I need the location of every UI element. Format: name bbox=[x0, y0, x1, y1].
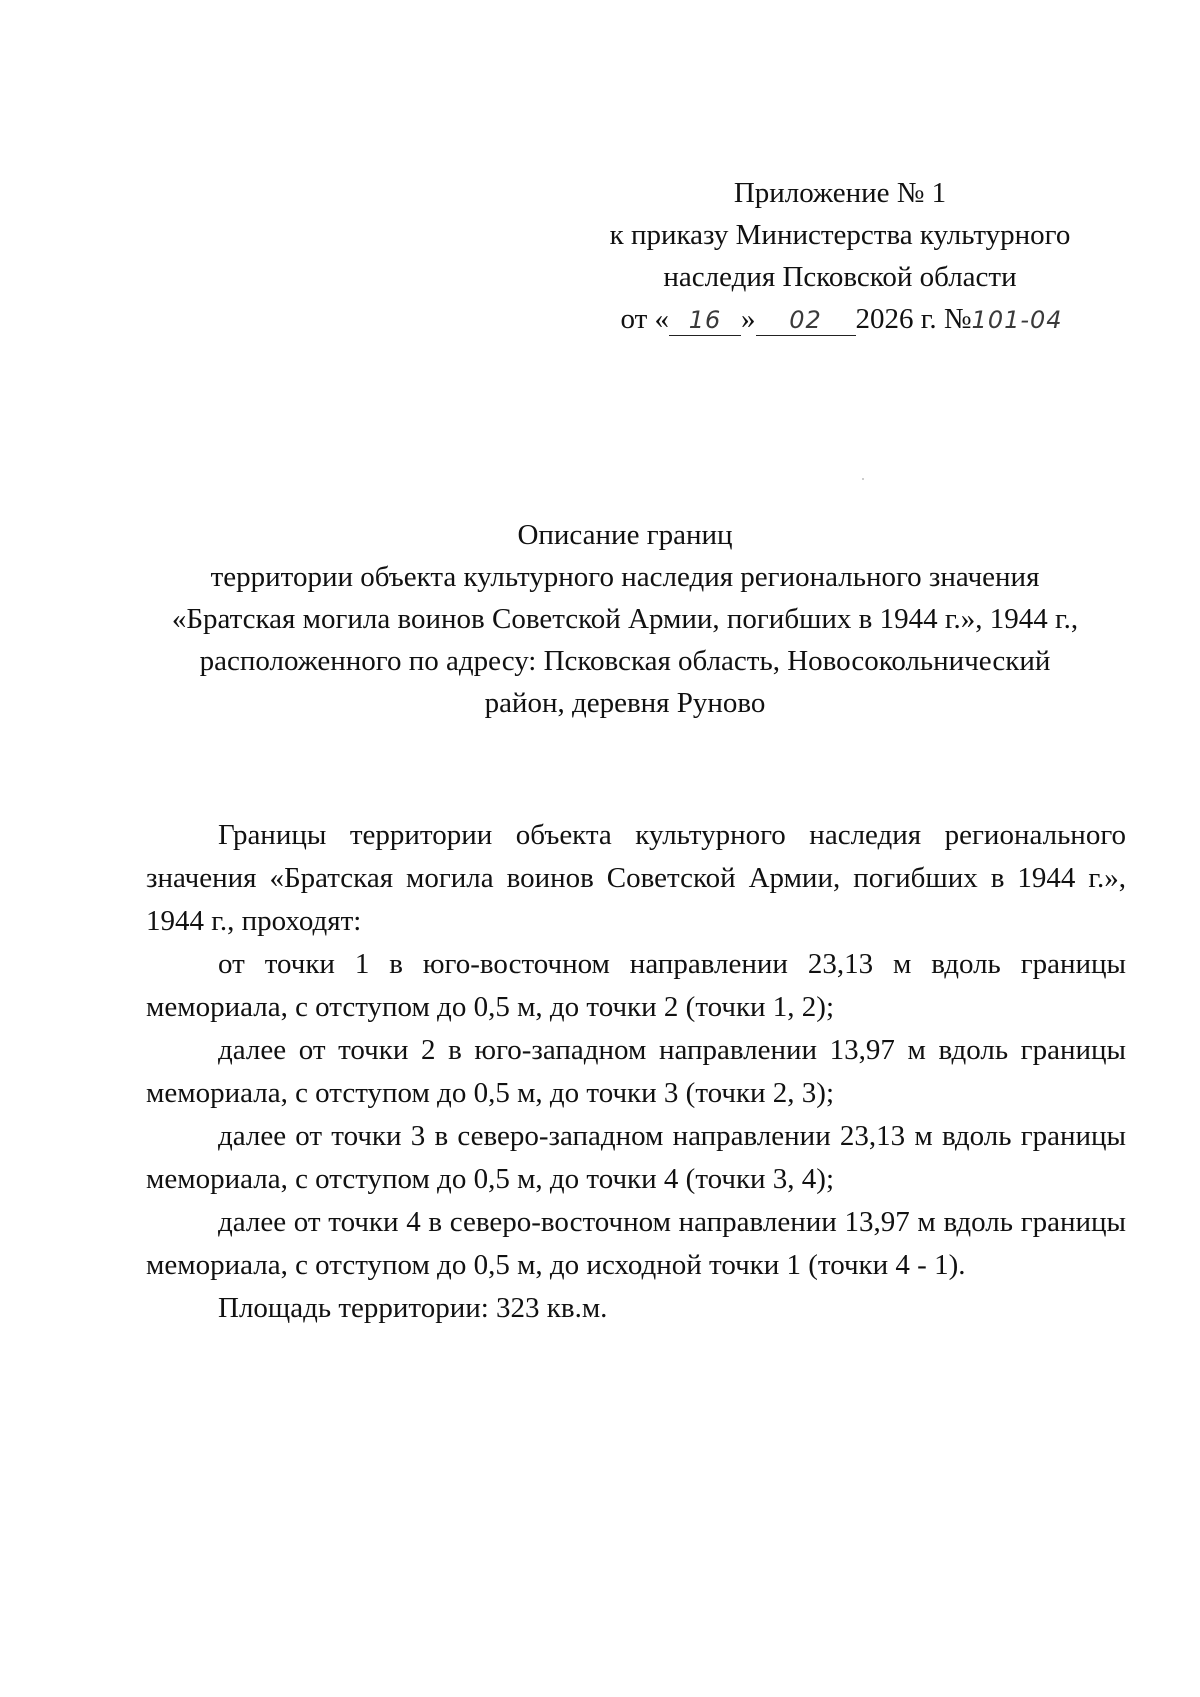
appendix-header bbox=[560, 172, 1120, 340]
date-year: 2026 г. № bbox=[855, 303, 972, 335]
appendix-ministry: наследия Псковской области bbox=[663, 261, 1017, 293]
title-line-2: территории объекта культурного наследия регионального значения bbox=[210, 561, 1040, 593]
handwritten-month: 02 bbox=[756, 305, 856, 336]
appendix-number: Приложение № 1 bbox=[733, 177, 947, 209]
document-body bbox=[146, 814, 1126, 1330]
title-line-3: «Братская могила воинов Советской Армии, погибших в 1944 г.», 1944 г., bbox=[171, 603, 1079, 635]
order-date bbox=[620, 298, 1063, 340]
document-title bbox=[130, 514, 1120, 724]
paragraph-area: Площадь территории: 323 кв.м. bbox=[218, 1292, 608, 1324]
scan-artifact bbox=[862, 478, 864, 480]
title-line-5: район, деревня Руново bbox=[484, 687, 766, 719]
paragraph-segment-3-4: далее от точки 3 в северо-западном направлении 23,13 м вдоль границы мемориала, с отступом до 0,5 м, до точки 4 (точки 3, 4); bbox=[146, 1120, 1126, 1195]
title-line-1: Описание границ bbox=[517, 519, 733, 551]
paragraph-segment-4-1: далее от точки 4 в северо-восточном направлении 13,97 м вдоль границы мемориала, с отступом до 0,5 м, до исходной точки 1 (точки 4 - 1). bbox=[146, 1206, 1126, 1281]
title-line-4: расположенного по адресу: Псковская область, Новосокольнический bbox=[199, 645, 1051, 677]
date-prefix: от « bbox=[620, 303, 669, 335]
appendix-order-ref: к приказу Министерства культурного bbox=[609, 219, 1071, 251]
paragraph-segment-1-2: от точки 1 в юго-восточном направлении 23,13 м вдоль границы мемориала, с отступом до 0,5 м, до точки 2 (точки 1, 2); bbox=[146, 948, 1126, 1023]
appendix-date-line bbox=[560, 298, 1120, 340]
handwritten-order-number: 101-04 bbox=[971, 306, 1063, 334]
paragraph-segment-2-3: далее от точки 2 в юго-западном направлении 13,97 м вдоль границы мемориала, с отступом до 0,5 м, до точки 3 (точки 2, 3); bbox=[146, 1034, 1126, 1109]
date-mid: » bbox=[741, 303, 756, 335]
paragraph-intro: Границы территории объекта культурного наследия регионального значения «Братская могила воинов Советской Армии, погибших в 1944 г.», 1944 г., проходят: bbox=[146, 819, 1126, 937]
handwritten-day: 16 bbox=[669, 305, 741, 336]
